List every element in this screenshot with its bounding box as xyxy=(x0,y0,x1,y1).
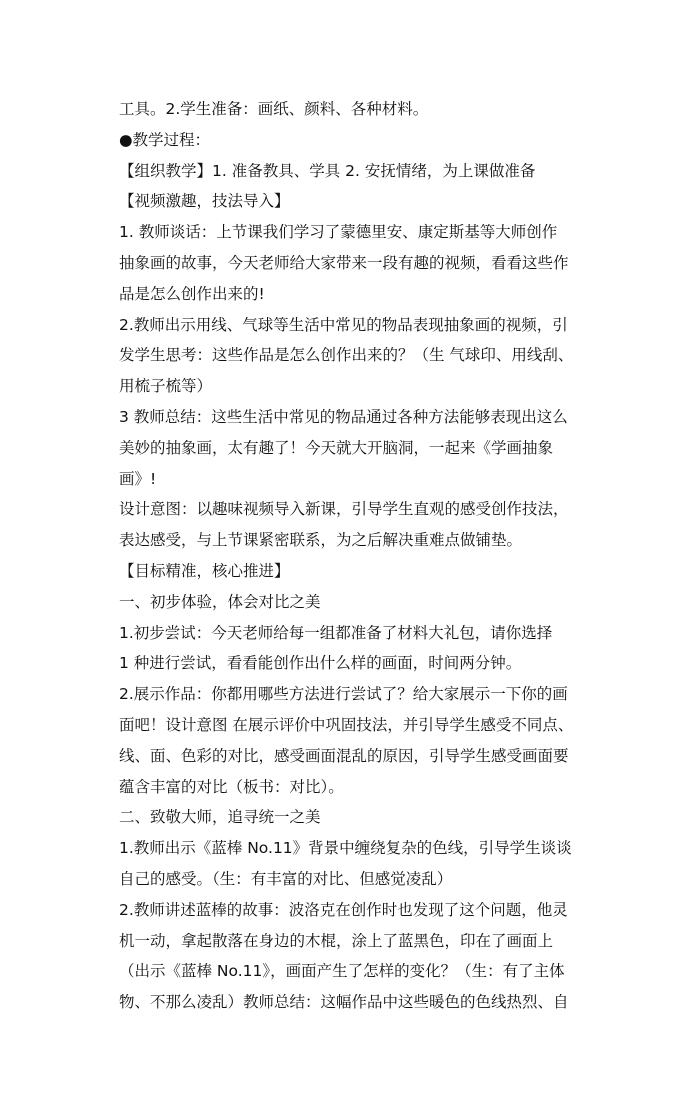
text-line: 蕴含丰富的对比（板书：对比）。 xyxy=(119,777,344,796)
text-line: ●教学过程： xyxy=(119,130,211,149)
text-line: 机一动，拿起散落在身边的木棍，涂上了蓝黑色，印在了画面上 xyxy=(119,931,554,950)
text-line: 1. 教师谈话：上节课我们学习了蒙德里安、康定斯基等大师创作 xyxy=(119,223,558,242)
text-line: 1 种进行尝试，看看能创作出什么样的画面，时间两分钟。 xyxy=(119,654,522,673)
text-line: 工具。2.学生准备：画纸、颜料、各种材料。 xyxy=(119,100,429,118)
text-line: 发学生思考：这些作品是怎么创作出来的？（生 气球印、用线刮、 xyxy=(119,346,574,365)
text-line: 2.教师出示用线、气球等生活中常见的物品表现抽象画的视频，引 xyxy=(119,315,568,334)
text-line: 美妙的抽象画，太有趣了！今天就大开脑洞，一起来《学画抽象 xyxy=(119,438,554,457)
text-line: 2.展示作品：你都用哪些方法进行尝试了？给大家展示一下你的画 xyxy=(119,685,568,704)
text-line: 画》! xyxy=(119,469,157,488)
text-line: 二、致敬大师，追寻统一之美 xyxy=(119,808,321,827)
text-line: 设计意图：以趣味视频导入新课，引导学生直观的感受创作技法， xyxy=(119,500,569,519)
text-line: 表达感受，与上节课紧密联系，为之后解决重难点做铺垫。 xyxy=(119,531,523,550)
text-line: 1.初步尝试：今天老师给每一组都准备了材料大礼包，请你选择 xyxy=(119,623,553,642)
text-line: 【组织教学】1. 准备教具、学具 2. 安抚情绪，为上课做准备 xyxy=(119,161,536,180)
text-line: 用梳子梳等） xyxy=(119,377,213,396)
text-line: 3 教师总结：这些生活中常见的物品通过各种方法能够表现出这么 xyxy=(119,407,568,426)
text-line: 自己的感受。（生：有丰富的对比、但感觉凌乱） xyxy=(119,869,453,888)
text-line: 2.教师讲述蓝棒的故事：波洛克在创作时也发现了这个问题，他灵 xyxy=(119,900,568,919)
text-line: 抽象画的故事，今天老师给大家带来一段有趣的视频，看看这些作 xyxy=(119,253,569,272)
text-line: 物、不那么凌乱）教师总结：这幅作品中这些暖色的色线热烈、自 xyxy=(119,993,569,1012)
text-line: 一、初步体验，体会对比之美 xyxy=(119,592,321,611)
text-line: 【目标精准，核心推进】 xyxy=(119,561,290,580)
text-line: 【视频激趣，技法导入】 xyxy=(119,192,290,211)
text-line: 1.教师出示《蓝棒 No.11》背景中缠绕复杂的色线，引导学生谈谈 xyxy=(119,839,572,858)
text-line: 线、面、色彩的对比，感受画面混乱的原因，引导学生感受画面要 xyxy=(119,746,569,765)
text-line: （出示《蓝棒 No.11》，画面产生了怎样的变化？（生：有了主体 xyxy=(119,962,565,981)
text-line: 面吧！设计意图 在展示评价中巩固技法，并引导学生感受不同点、 xyxy=(119,715,574,734)
document-body xyxy=(119,94,599,1018)
text-line: 品是怎么创作出来的! xyxy=(119,284,265,303)
